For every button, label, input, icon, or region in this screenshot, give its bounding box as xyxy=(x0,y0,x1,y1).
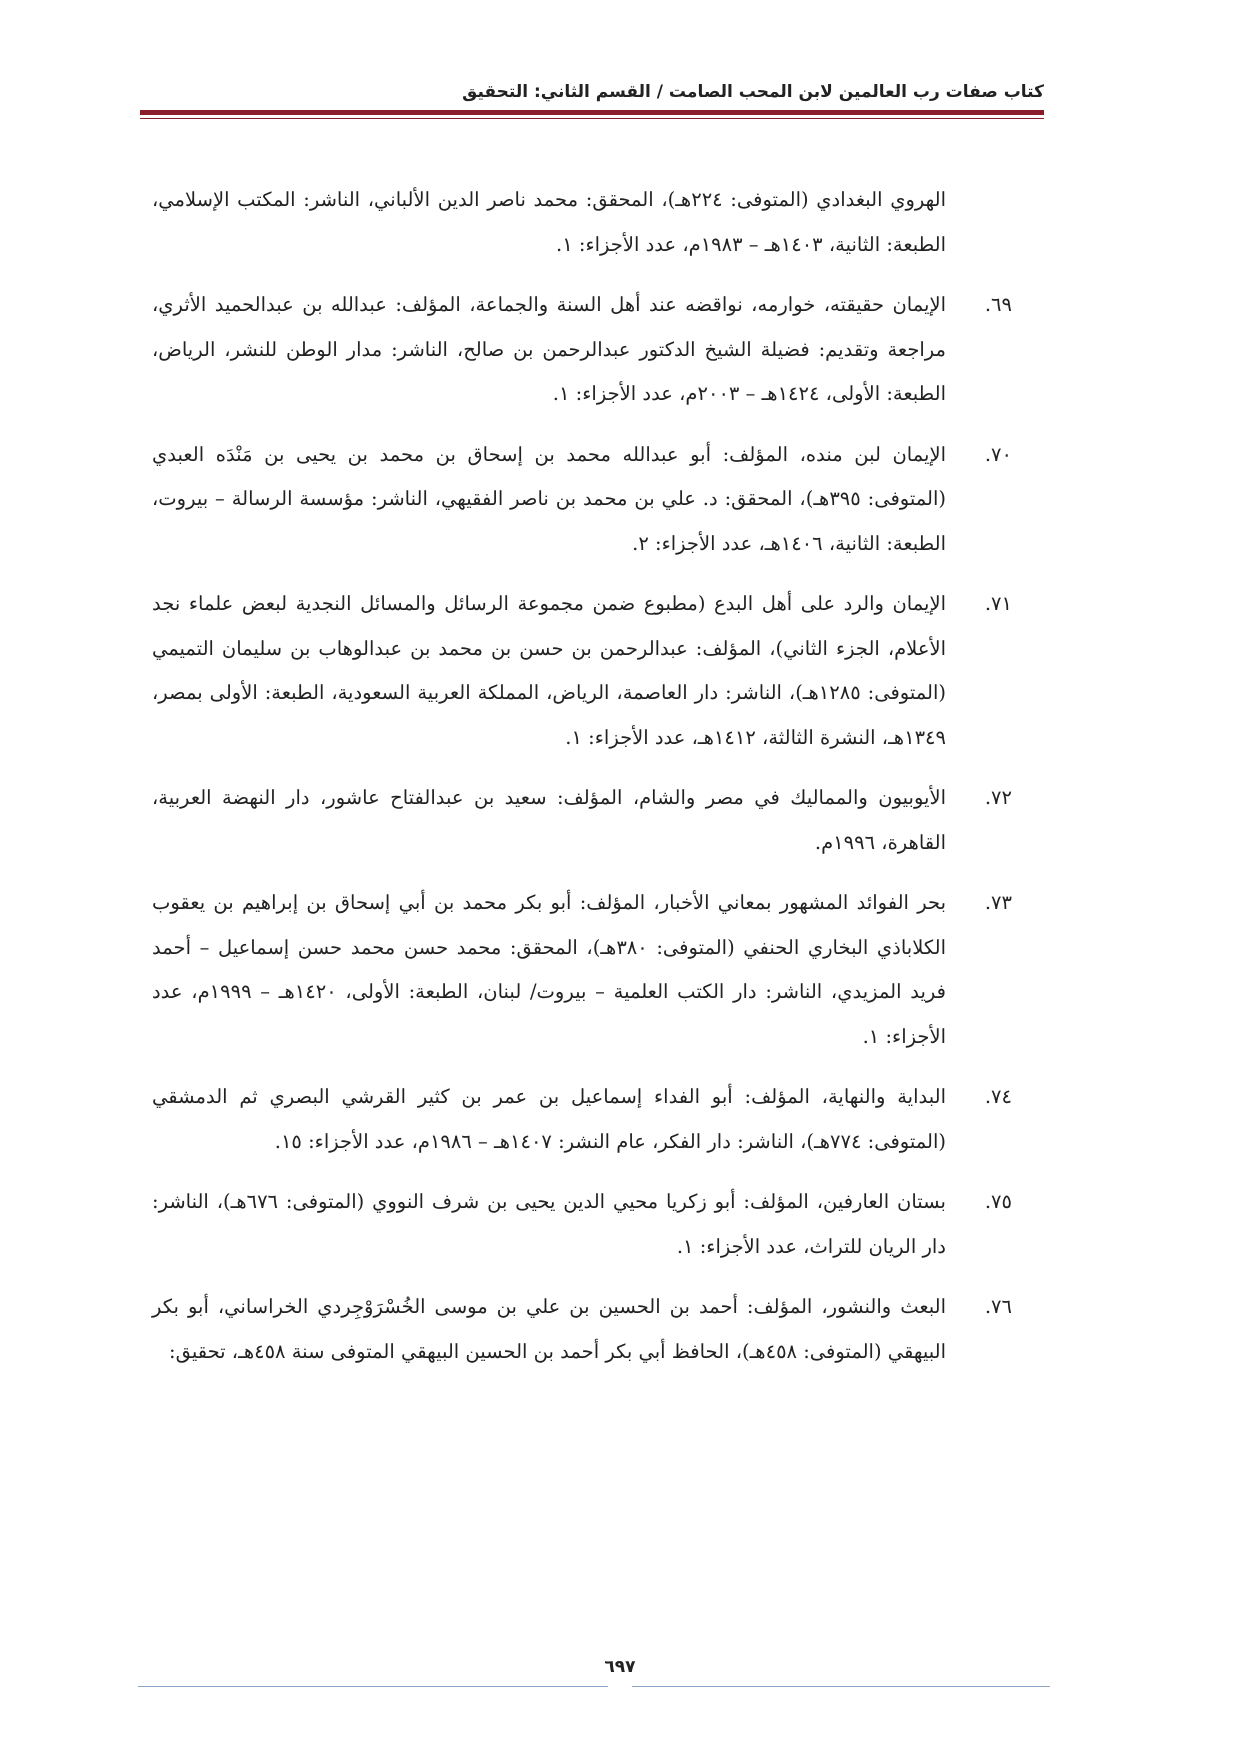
entry-text: البداية والنهاية، المؤلف: أبو الفداء إسماعيل بن عمر بن كثير القرشي البصري ثم الدمشقي (المتوفى: ٧٧٤هـ)، الناشر: دار الفكر، عام النشر: ١٤٠٧هـ – ١٩٨٦م، عدد الأجزاء: ١٥. xyxy=(152,1085,946,1153)
entry-text: الهروي البغدادي (المتوفى: ٢٢٤هـ)، المحقق: محمد ناصر الدين الألباني، الناشر: المكتب الإسلامي، الطبعة: الثانية، ١٤٠٣هـ – ١٩٨٣م، عدد الأجزاء: ١. xyxy=(152,188,946,256)
bibliography-entry xyxy=(152,582,1012,760)
bibliography-entry xyxy=(152,283,1012,417)
footer-rule-right xyxy=(632,1686,1050,1687)
entry-number: ٧٦. xyxy=(984,1295,1012,1318)
entry-number: ٦٩. xyxy=(984,293,1012,316)
entry-continuation xyxy=(152,178,1012,267)
entry-number: ٧٠. xyxy=(984,442,1012,466)
page-number: ٦٩٧ xyxy=(604,1657,636,1677)
bibliography-entry xyxy=(152,776,1012,865)
header-rule-thin xyxy=(140,118,1044,119)
bibliography-entry xyxy=(152,881,1012,1059)
bibliography-list xyxy=(152,178,1012,1390)
entry-text: الأيوبيون والمماليك في مصر والشام، المؤلف: سعيد بن عبدالفتاح عاشور، دار النهضة العربية، القاهرة، ١٩٩٦م. xyxy=(152,786,946,854)
entry-text: بحر الفوائد المشهور بمعاني الأخبار، المؤلف: أبو بكر محمد بن أبي إسحاق بن إبراهيم بن يعقوب الكلاباذي البخاري الحنفي (المتوفى: ٣٨٠هـ)، المحقق: محمد حسن محمد حسن إسماعيل – أحمد فريد المزيدي، الناشر: دار الكتب العلمية – بيروت/ لبنان، الطبعة: الأولى، ١٤٢٠هـ – ١٩٩٩م، عدد الأجزاء: ١. xyxy=(152,891,946,1048)
entry-number: ٧٥. xyxy=(984,1190,1012,1213)
entry-number: ٧٣. xyxy=(984,891,1012,914)
entry-number: ٧٢. xyxy=(984,786,1012,809)
entry-text: البعث والنشور، المؤلف: أحمد بن الحسين بن علي بن موسى الخُسْرَوْجِردي الخراساني، أبو بكر البيهقي (المتوفى: ٤٥٨هـ)، الحافظ أبي بكر أحمد بن الحسين البيهقي المتوفى سنة ٤٥٨هـ، تحقيق: xyxy=(152,1295,946,1363)
entry-number: ٧١. xyxy=(984,592,1012,615)
bibliography-entry xyxy=(152,1180,1012,1269)
bibliography-entry xyxy=(152,433,1012,567)
entry-text: الإيمان لبن منده، المؤلف: أبو عبدالله محمد بن إسحاق بن محمد بن يحيى بن مَنْدَه العبدي (المتوفى: ٣٩٥هـ)، المحقق: د. علي بن محمد بن ناصر الفقيهي، الناشر: مؤسسة الرسالة – بيروت، الطبعة: الثانية، ١٤٠٦هـ، عدد الأجزاء: ٢. xyxy=(152,442,946,555)
footer-rule-left xyxy=(138,1686,608,1687)
header-rule-thick xyxy=(140,110,1044,115)
entry-text: بستان العارفين، المؤلف: أبو زكريا محيي الدين يحيى بن شرف النووي (المتوفى: ٦٧٦هـ)، الناشر: دار الريان للتراث، عدد الأجزاء: ١. xyxy=(152,1190,946,1258)
bibliography-entry xyxy=(152,1285,1012,1374)
bibliography-entry xyxy=(152,1075,1012,1164)
entry-number: ٧٤. xyxy=(984,1085,1012,1108)
entry-text: الإيمان والرد على أهل البدع (مطبوع ضمن مجموعة الرسائل والمسائل النجدية لبعض علماء نجد الأعلام، الجزء الثاني)، المؤلف: عبدالرحمن بن حسن بن محمد بن عبدالوهاب بن سليمان التميمي (المتوفى: ١٢٨٥هـ)، الناشر: دار العاصمة، الرياض، المملكة العربية السعودية، الطبعة: الأولى بمصر، ١٣٤٩هـ، النشرة الثالثة، ١٤١٢هـ، عدد الأجزاء: ١. xyxy=(152,592,946,749)
entry-text: الإيمان حقيقته، خوارمه، نواقضه عند أهل السنة والجماعة، المؤلف: عبدالله بن عبدالحميد الأثري، مراجعة وتقديم: فضيلة الشيخ الدكتور عبدالرحمن بن صالح، الناشر: مدار الوطن للنشر، الرياض، الطبعة: الأولى، ١٤٢٤هـ – ٢٠٠٣م، عدد الأجزاء: ١. xyxy=(152,293,946,405)
running-header: كتاب صفات رب العالمين لابن المحب الصامت / القسم الثاني: التحقيق xyxy=(462,82,1044,102)
